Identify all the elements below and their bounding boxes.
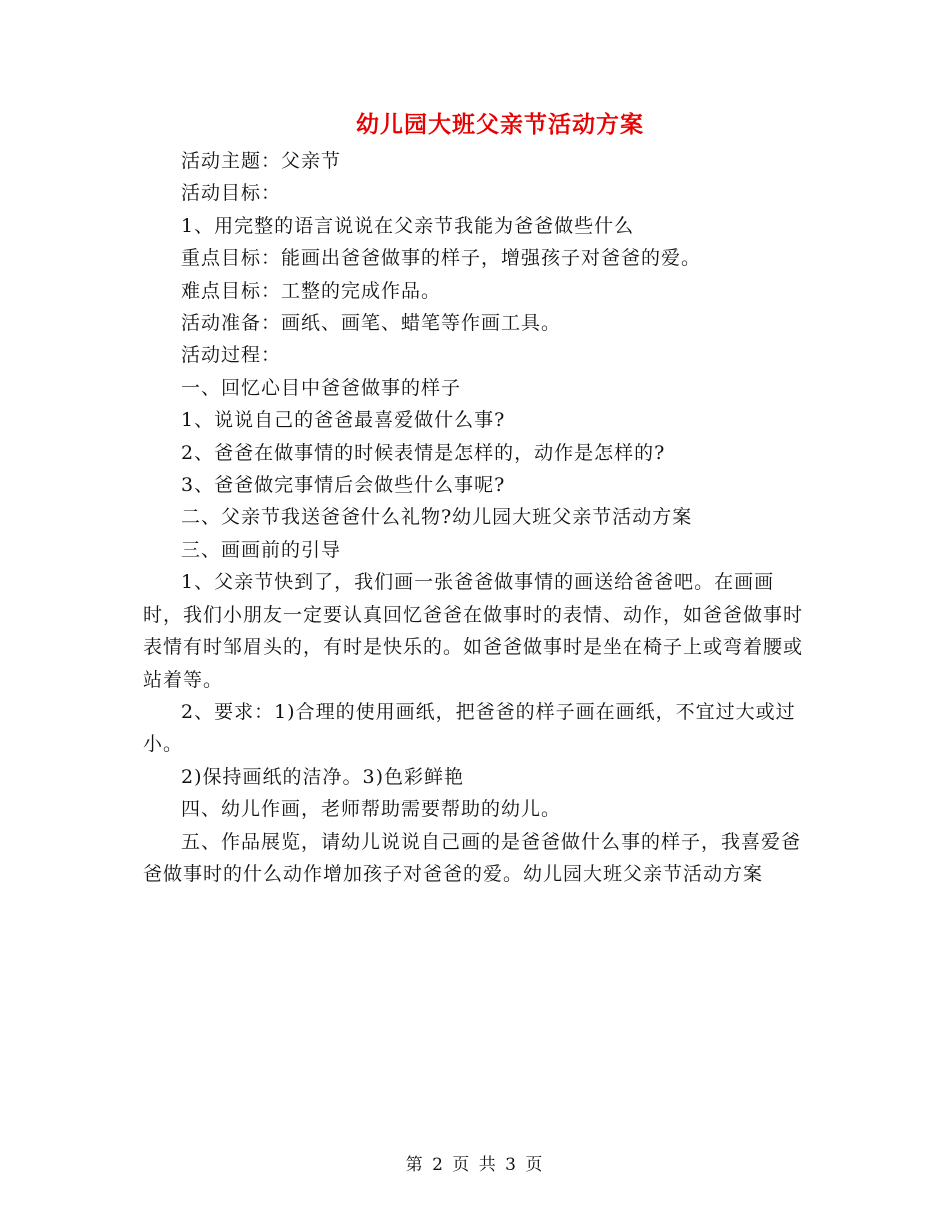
paragraph-section-3-item-3: 2)保持画纸的洁净。3)色彩鲜艳 [181, 765, 465, 788]
paragraph-section-4: 四、幼儿作画，老师帮助需要帮助的幼儿。 [181, 798, 562, 821]
paragraph-activity-goals: 活动目标： [181, 182, 282, 205]
paragraph-goal-1: 1、用完整的语言说说在父亲节我能为爸爸做些什么 [181, 214, 635, 237]
document-body [143, 145, 808, 890]
paragraph-difficult-goal: 难点目标：工整的完成作品。 [181, 279, 442, 302]
page-title: 幼儿园大班父亲节活动方案 [356, 111, 644, 138]
paragraph-section-1: 一、回忆心目中爸爸做事的样子 [181, 376, 462, 399]
paragraph-section-1-item-3: 3、爸爸做完事情后会做些什么事呢? [181, 474, 506, 497]
paragraph-key-goal: 重点目标：能画出爸爸做事的样子，增强孩子对爸爸的爱。 [181, 247, 702, 270]
paragraph-activity-theme: 活动主题：父亲节 [181, 150, 342, 172]
paragraph-section-1-item-1: 1、说说自己的爸爸最喜爱做什么事? [181, 409, 506, 432]
paragraph-section-3: 三、画画前的引导 [181, 538, 342, 561]
paragraph-preparation: 活动准备：画纸、画笔、蜡笔等作画工具。 [181, 312, 562, 335]
paragraph-section-3-item-2: 2、要求：1)合理的使用画纸，把爸爸的样子画在画纸，不宜过大或过小。 [143, 700, 796, 756]
paragraph-section-3-item-1: 1、父亲节快到了，我们画一张爸爸做事情的画送给爸爸吧。在画画时，我们小朋友一定要认真回忆爸爸在做事时的表情、动作，如爸爸做事时表情有时邹眉头的，有时是快乐的。如爸爸做事时是坐在椅子上或弯着腰或站着等。 [143, 571, 804, 691]
page-footer: 第 2 页 共 3 页 [405, 1155, 545, 1175]
paragraph-section-1-item-2: 2、爸爸在做事情的时候表情是怎样的，动作是怎样的? [181, 441, 666, 464]
paragraph-section-5: 五、作品展览，请幼儿说说自己画的是爸爸做什么事的样子，我喜爱爸爸做事时的什么动作增加孩子对爸爸的爱。幼儿园大班父亲节活动方案 [143, 830, 802, 885]
paragraph-process: 活动过程： [181, 344, 282, 367]
paragraph-section-2: 二、父亲节我送爸爸什么礼物?幼儿园大班父亲节活动方案 [181, 506, 693, 529]
